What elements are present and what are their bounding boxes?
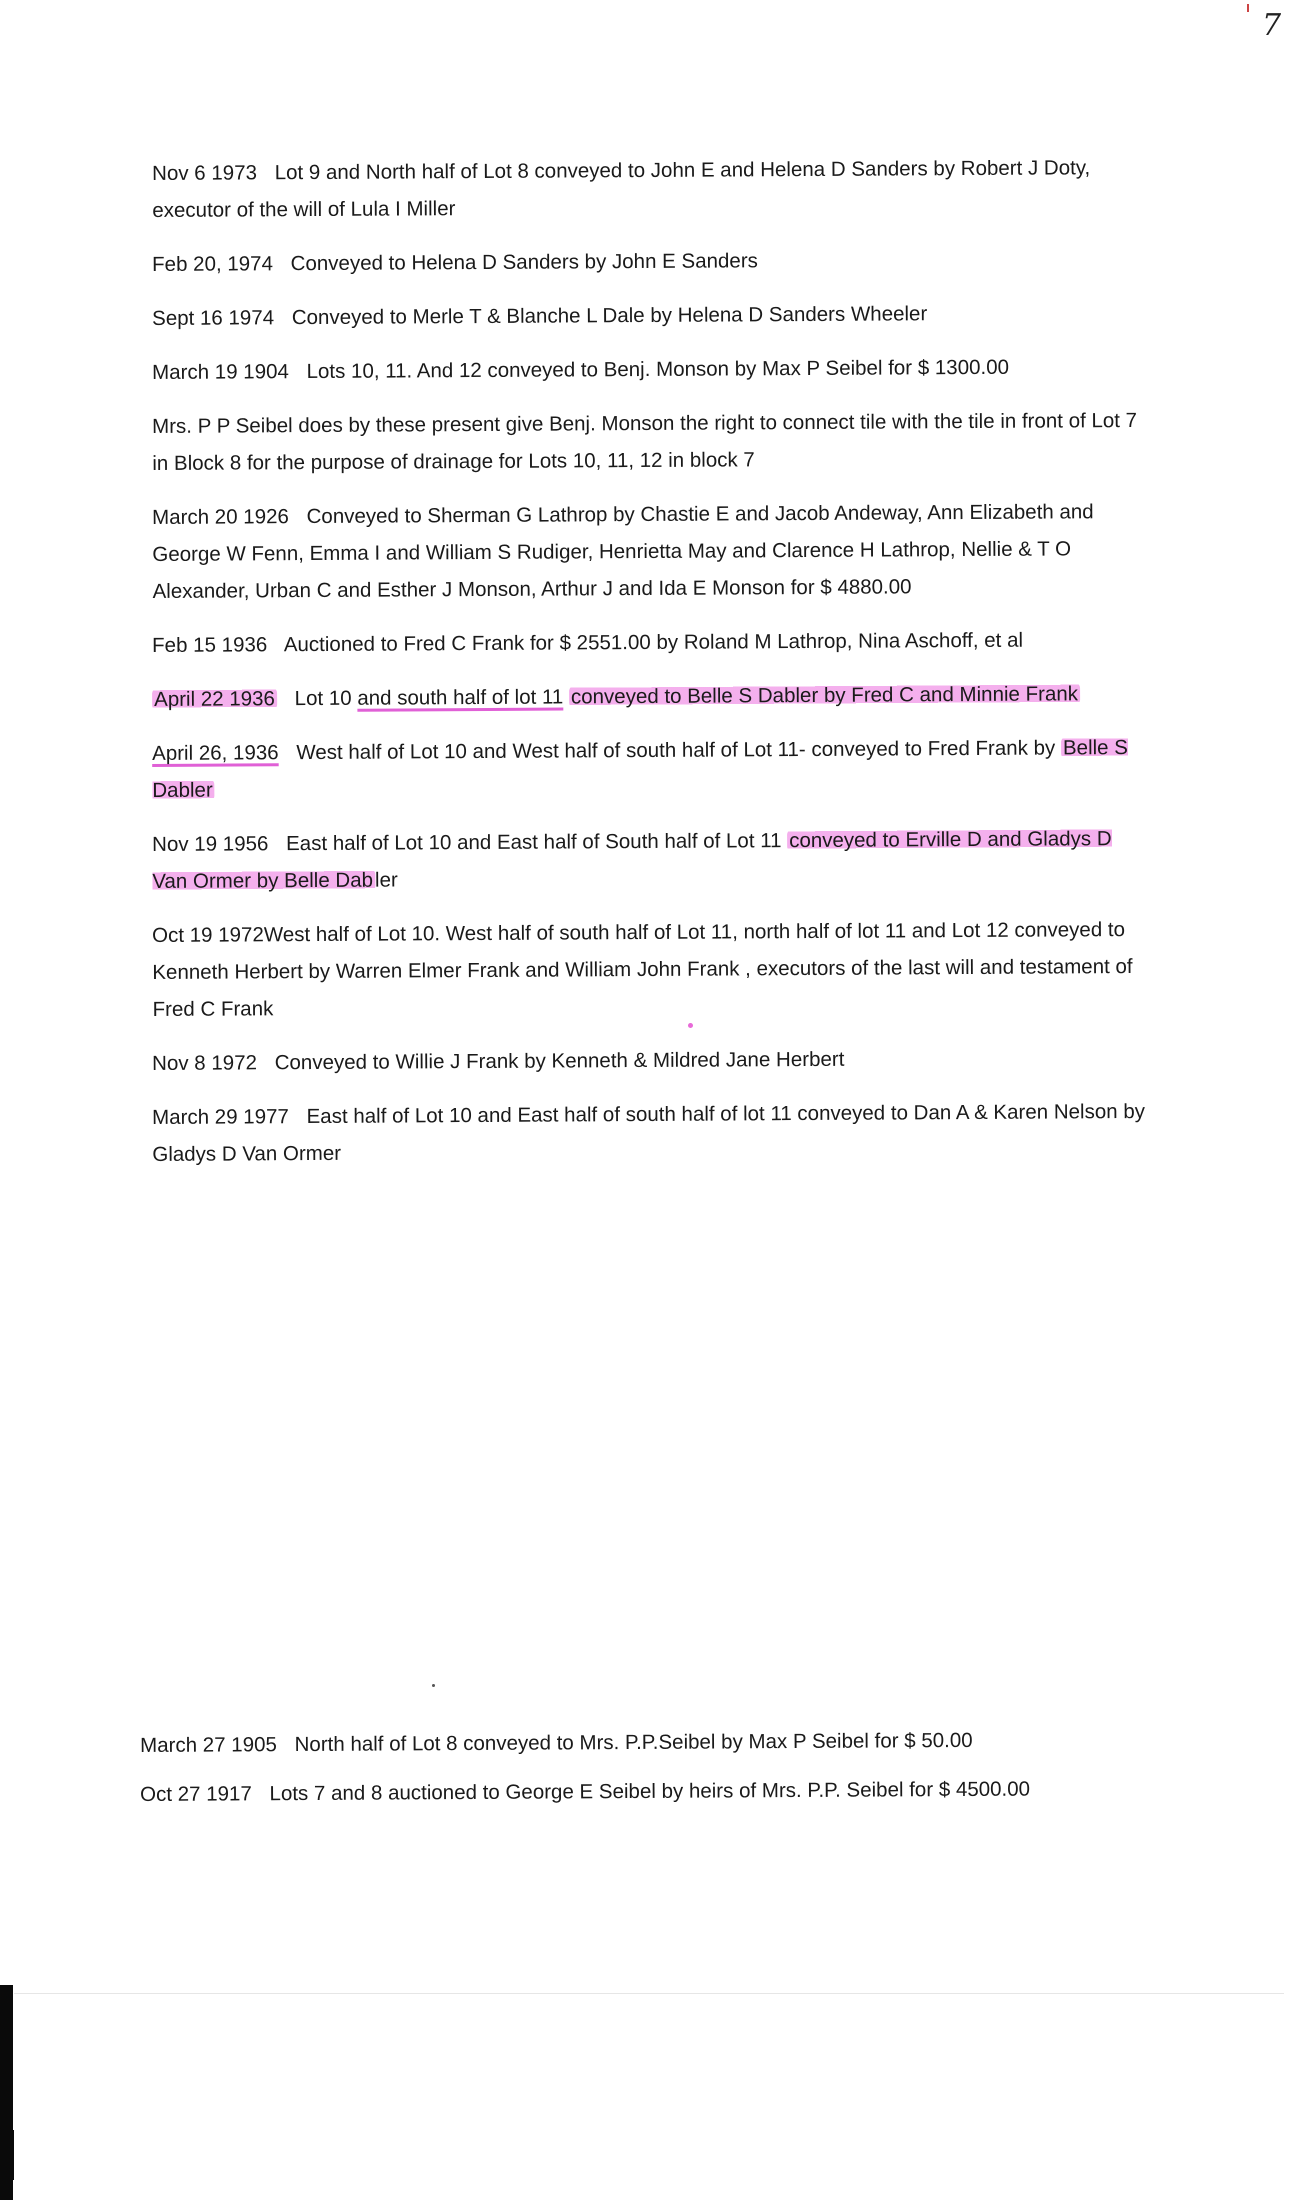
deed-entry (152, 1039, 1152, 1082)
deed-entry (152, 911, 1153, 1028)
entry-date: Oct 27 1917 (140, 1782, 252, 1806)
entry-text: Conveyed to Sherman G Lathrop by Chastie E and Jacob Andeway, Ann Elizabeth and George W Fenn, Emma I and William S Rudiger, Henrietta May and Clarence H Lathrop, Nellie & T O Alexander, Urban C and Esther J Monson, Arthur J and Ida E Monson for $ 4880.00 (152, 500, 1094, 603)
entry-text-highlighted: Belle S Dabler (152, 736, 1128, 802)
entry-date: Nov 6 1973 (152, 161, 258, 185)
ink-dot (688, 1023, 693, 1028)
deed-entry (152, 493, 1153, 610)
deed-entry (152, 149, 1152, 229)
lower-deed-entries (140, 1727, 1140, 1825)
page-number: 7 (1262, 8, 1282, 43)
entry-text-highlighted: conveyed to Erville D and Gladys D Van Ormer by Belle Dab (152, 827, 1112, 893)
deed-entry-highlighted (152, 729, 1152, 809)
entry-date: Nov 8 1972 (152, 1051, 258, 1075)
deed-entry (152, 240, 1152, 283)
entry-text: Conveyed to Helena D Sanders by John E Sanders (290, 249, 758, 276)
deed-entry-highlighted (152, 675, 1152, 718)
entry-text: East half of Lot 10 and East half of south half of lot 11 conveyed to Dan A & Karen Nelson by Gladys D Van Ormer (152, 1099, 1146, 1166)
scan-border-mark (10, 2130, 14, 2180)
deed-entries (152, 155, 1152, 1190)
entry-text: Lot 9 and North half of Lot 8 conveyed to John E and Helena D Sanders by Robert J Doty, executor of the will of Lula I Miller (152, 156, 1091, 222)
entry-text: Conveyed to Merle T & Blanche L Dale by Helena D Sanders Wheeler (291, 302, 928, 330)
entry-date: March 27 1905 (140, 1733, 277, 1757)
entry-date: Oct 19 1972 (152, 923, 264, 947)
entry-text: Mrs. P P Seibel does by these present give Benj. Monson the right to connect tile with the tile in front of Lot 7 in Block 8 for the purpose of drainage for Lots 10, 11, 12 in block 7 (152, 408, 1138, 475)
entry-text: Conveyed to Willie J Frank by Kenneth & Mildred Jane Herbert (274, 1047, 845, 1075)
deed-entry (152, 1093, 1152, 1173)
deed-entry (140, 1721, 1140, 1764)
entry-date: March 19 1904 (152, 360, 289, 384)
deed-entry (140, 1770, 1140, 1813)
pen-mark (1247, 4, 1249, 12)
deed-entry (152, 621, 1152, 664)
entry-date: Feb 15 1936 (152, 633, 268, 657)
entry-text-underlined: and south half of lot 11 (357, 685, 564, 710)
deed-entry (152, 348, 1152, 391)
entry-date: Sept 16 1974 (152, 306, 275, 330)
entry-text: ler (374, 868, 398, 892)
entry-date: March 29 1977 (152, 1105, 289, 1129)
entry-text-highlighted: conveyed to Belle S Dabler by Fred C and Minnie Frank (570, 682, 1079, 709)
entry-date: Feb 20, 1974 (152, 252, 274, 276)
scan-speck (432, 1684, 435, 1687)
entry-date-highlighted: April 22 1936 (154, 687, 275, 711)
entry-text: Lots 10, 11. And 12 conveyed to Benj. Monson by Max P Seibel for $ 1300.00 (306, 355, 1010, 384)
entry-text: Auctioned to Fred C Frank for $ 2551.00 by Roland M Lathrop, Nina Aschoff, et al (283, 628, 1024, 657)
entry-date: March 20 1926 (152, 505, 289, 529)
entry-text: North half of Lot 8 conveyed to Mrs. P.P.Seibel by Max P Seibel for $ 50.00 (294, 1728, 973, 1757)
entry-text: West half of Lot 10. West half of south half of Lot 11, north half of lot 11 and Lot 12 conveyed to Kenneth Herbert by Warren Elmer Frank and William John Frank , executors of the last will and testament of Fred C Frank (152, 918, 1133, 1021)
deed-entry-highlighted (152, 820, 1152, 900)
entry-text: East half of Lot 10 and East half of South half of Lot 11 (286, 829, 782, 856)
entry-text: Lot 10 (294, 686, 352, 711)
deed-entry (152, 294, 1152, 337)
entry-text: West half of Lot 10 and West half of south half of Lot 11- conveyed to Fred Frank by (296, 736, 1056, 765)
entry-date-underlined: April 26, 1936 (152, 741, 279, 765)
entry-text: Lots 7 and 8 auctioned to George E Seibel by heirs of Mrs. P.P. Seibel for $ 4500.00 (269, 1777, 1031, 1806)
scan-edge-line (14, 1993, 1284, 1994)
deed-entry (152, 402, 1152, 482)
entry-date: Nov 19 1956 (152, 832, 269, 856)
